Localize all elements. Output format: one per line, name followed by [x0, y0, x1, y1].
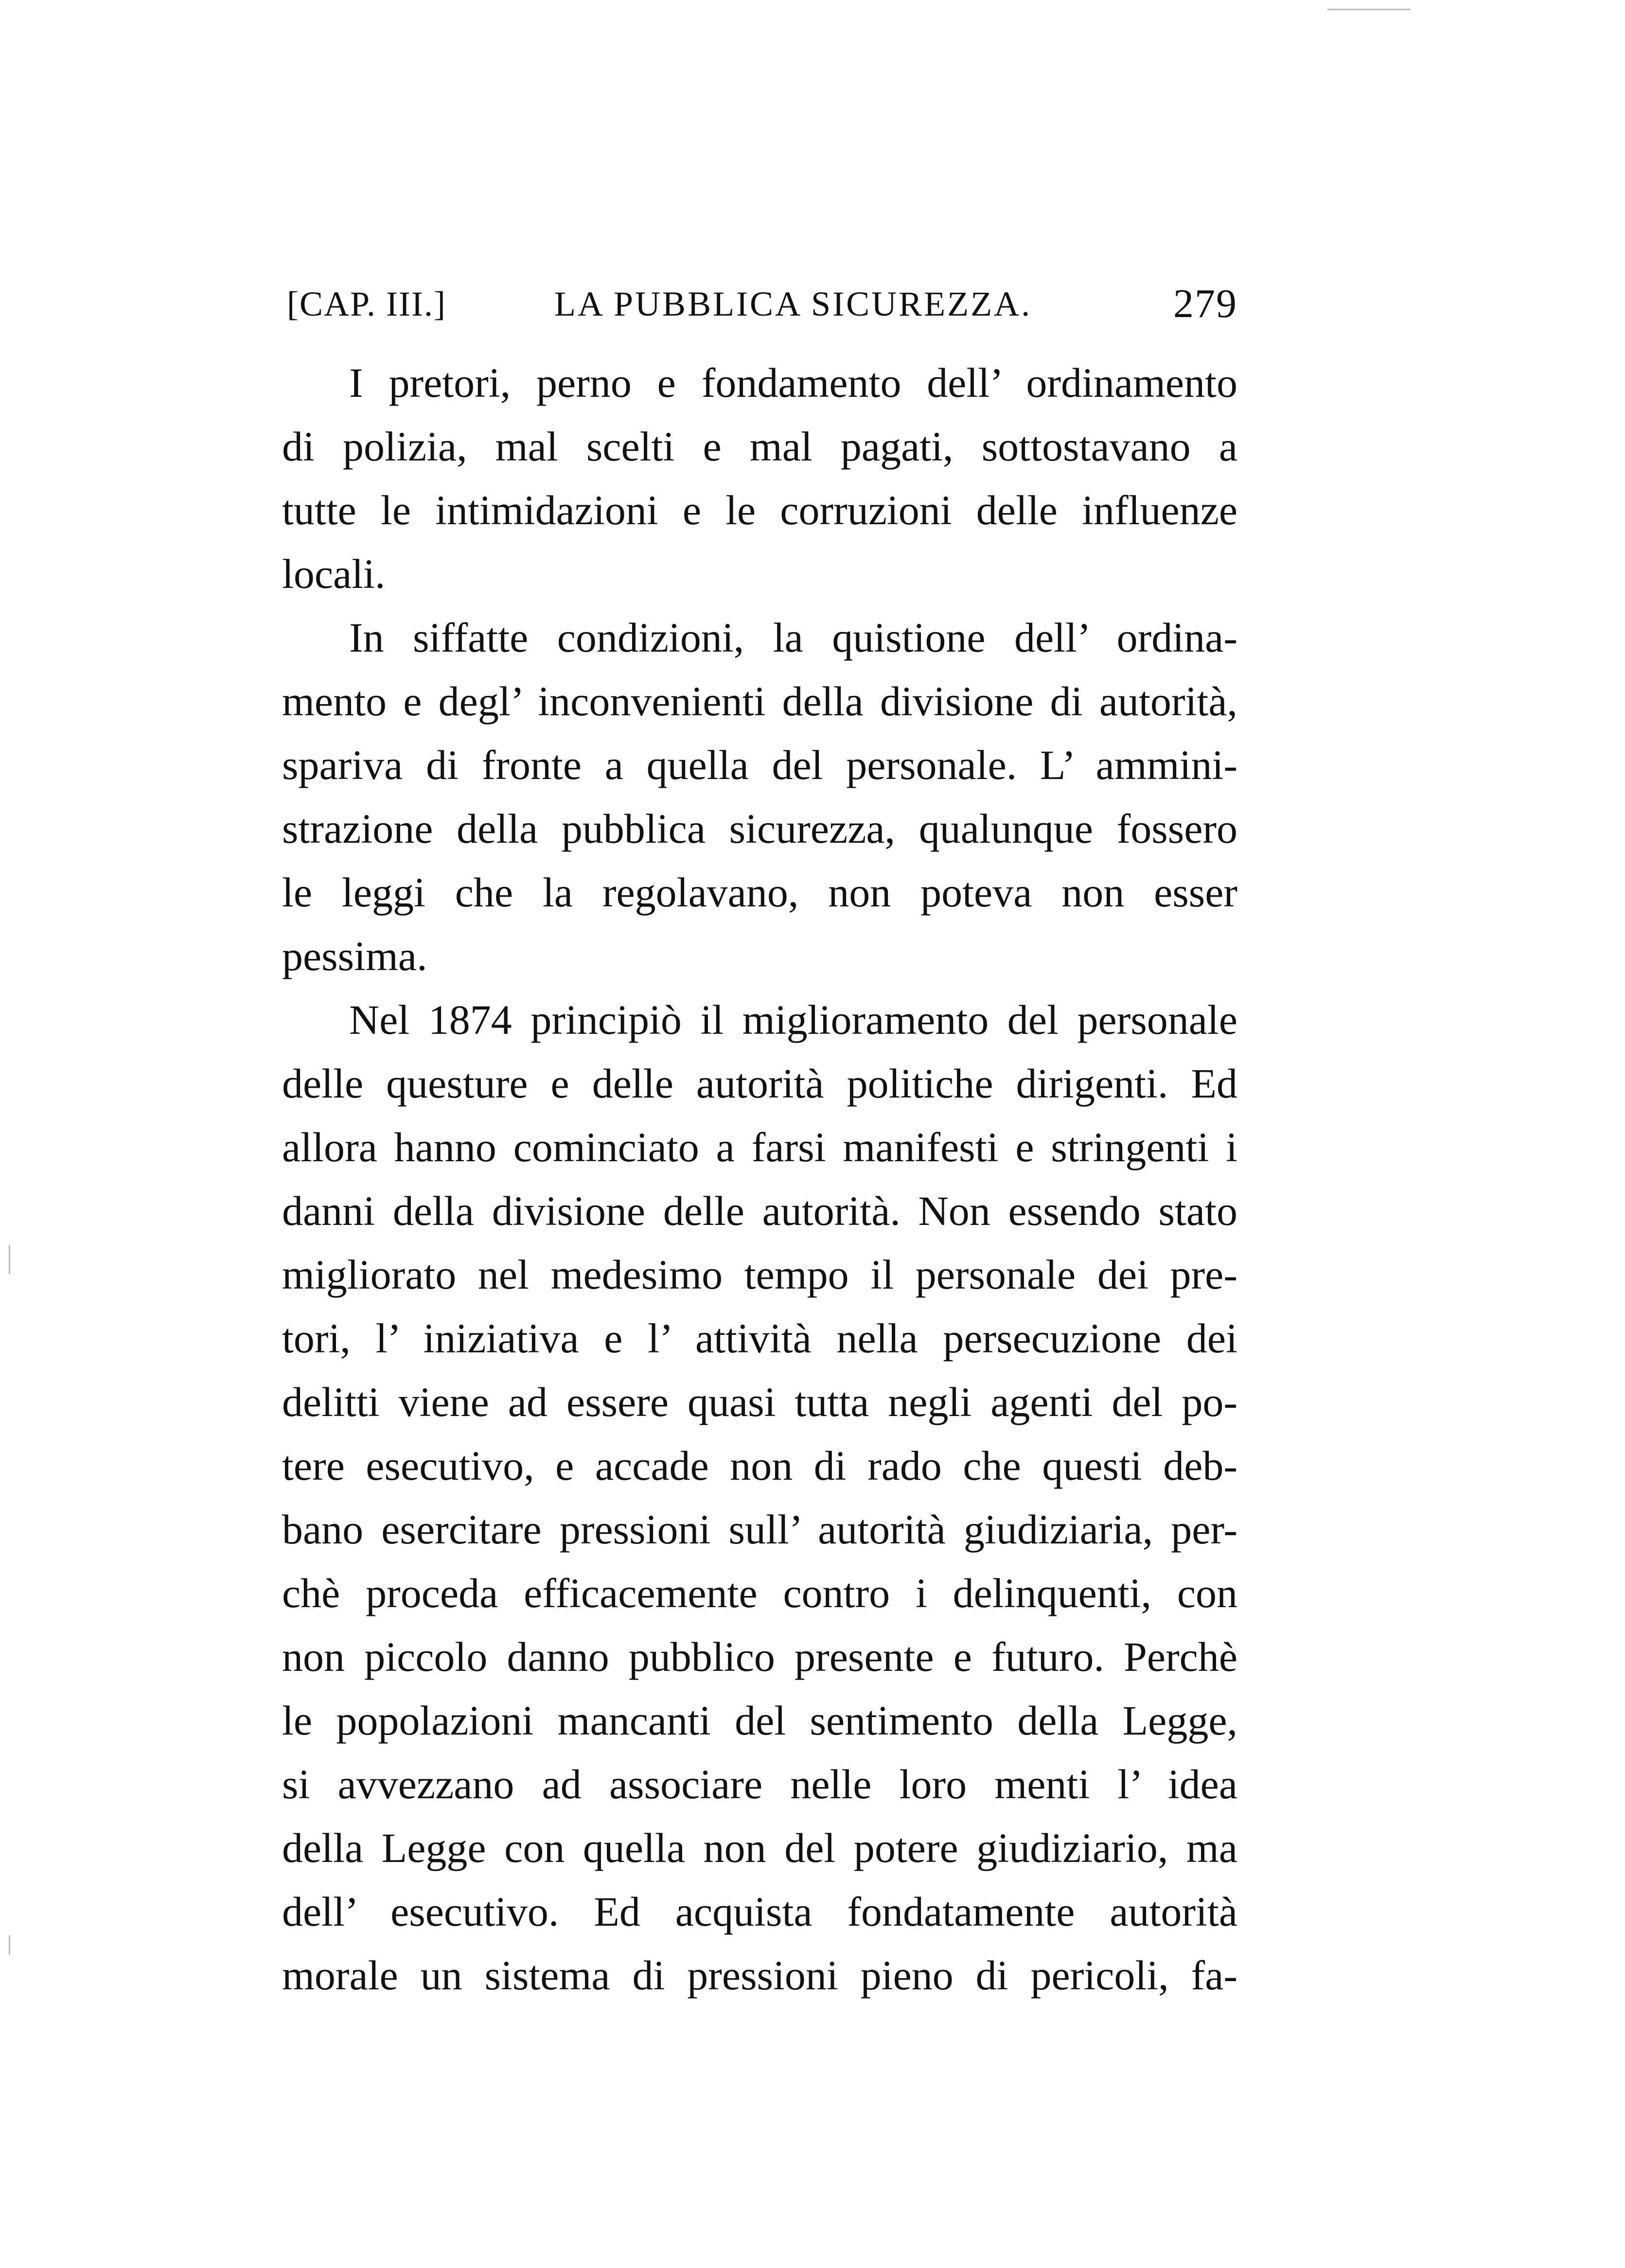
text-line: non piccolo danno pubblico presente e futuro. Perchè: [282, 1633, 1237, 1680]
text-line: bano esercitare pressioni sull’ autorità giudiziaria, per-: [282, 1506, 1237, 1553]
text-line: le leggi che la regolavano, non poteva non esser: [282, 869, 1237, 916]
text-line: morale un sistema di pressioni pieno di pericoli, fa-: [282, 1952, 1237, 1999]
text-line: pessima.: [282, 933, 427, 979]
running-header: [287, 277, 1237, 331]
text-line: mento e degl’ inconvenienti della divisione di autorità,: [282, 678, 1237, 725]
text-line: Nel 1874 principiò il miglioramento del personale: [349, 996, 1237, 1043]
scan-artifact-mark: [9, 1935, 10, 1955]
text-line: delle questure e delle autorità politiche dirigenti. Ed: [282, 1060, 1237, 1107]
text-line: si avvezzano ad associare nelle loro menti l’ idea: [282, 1761, 1237, 1807]
text-line: le popolazioni mancanti del sentimento della Legge,: [282, 1697, 1237, 1744]
text-line: di polizia, mal scelti e mal pagati, sottostavano a: [282, 423, 1237, 470]
text-line: della Legge con quella non del potere giudiziario, ma: [282, 1825, 1237, 1871]
page-number: 279: [1173, 281, 1237, 326]
text-line: chè proceda efficacemente contro i delinquenti, con: [282, 1570, 1237, 1616]
scan-artifact-line: [1327, 9, 1410, 10]
text-line: allora hanno cominciato a farsi manifesti e stringenti i: [282, 1124, 1237, 1170]
scan-artifact-mark: [9, 1245, 10, 1274]
running-title: LA PUBBLICA SICUREZZA.: [554, 284, 1032, 323]
text-line: tutte le intimidazioni e le corruzioni delle influenze: [282, 487, 1237, 533]
text-line: In siffatte condizioni, la quistione dell’ ordina-: [349, 614, 1237, 661]
text-line: tere esecutivo, e accade non di rado che questi deb-: [282, 1442, 1237, 1489]
text-line: delitti viene ad essere quasi tutta negli agenti del po-: [282, 1379, 1237, 1425]
text-line: tori, l’ iniziativa e l’ attività nella persecuzione dei: [282, 1315, 1237, 1362]
chapter-label: [CAP. III.]: [287, 284, 446, 323]
text-line: danni della divisione delle autorità. Non essendo stato: [282, 1187, 1237, 1234]
text-line: strazione della pubblica sicurezza, qualunque fossero: [282, 805, 1237, 852]
text-line: migliorato nel medesimo tempo il personale dei pre-: [282, 1251, 1237, 1298]
text-line: I pretori, perno e fondamento dell’ ordinamento: [349, 359, 1237, 406]
body-text: [282, 351, 1237, 2007]
text-line: dell’ esecutivo. Ed acquista fondatamente autorità: [282, 1888, 1237, 1935]
text-line: locali.: [282, 550, 386, 597]
text-line: spariva di fronte a quella del personale. L’ ammini-: [282, 742, 1237, 788]
